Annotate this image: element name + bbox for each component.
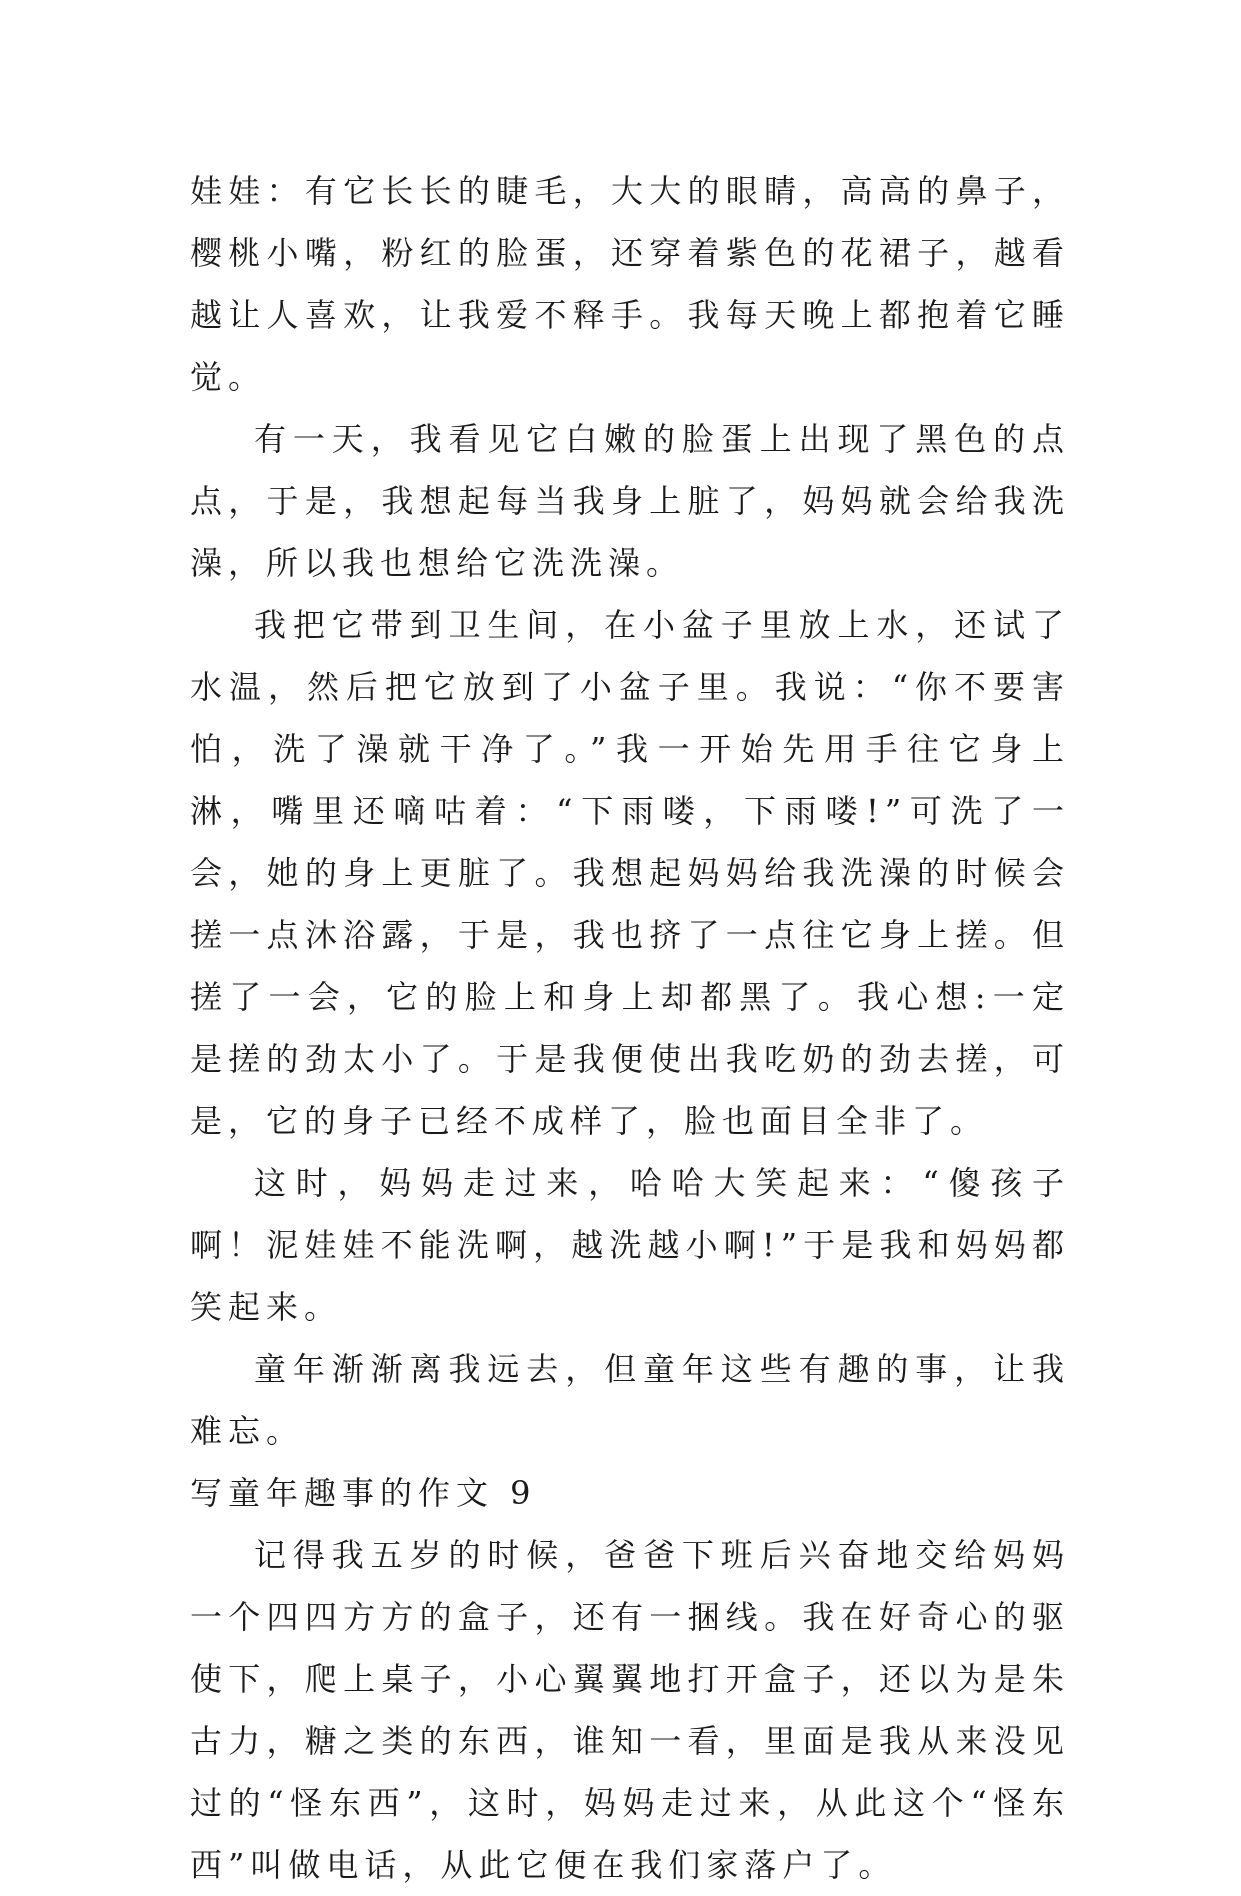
paragraph-dirty-face: 有一天，我看见它白嫩的脸蛋上出现了黑色的点点，于是，我想起每当我身上脏了，妈妈就会给我洗澡，所以我也想给它洗洗澡。: [190, 420, 1070, 582]
essay-body: [190, 160, 1070, 1896]
essay-heading: 写童年趣事的作文 9: [190, 1474, 537, 1512]
paragraph-doll-description: 娃娃：有它长长的睫毛，大大的眼睛，高高的鼻子，樱桃小嘴，粉红的脸蛋，还穿着紫色的花裙子，越看越让人喜欢，让我爱不释手。我每天晚上都抱着它睡觉。: [190, 172, 1070, 396]
paragraph-telephone: 记得我五岁的时候，爸爸下班后兴奋地交给妈妈一个四四方方的盒子，还有一捆线。我在好奇心的驱使下，爬上桌子，小心翼翼地打开盒子，还以为是朱古力，糖之类的东西，谁知一看，里面是我从来没见过的“怪东西”，这时，妈妈走过来，从此这个“怪东西”叫做电话，从此它便在我们家落户了。: [190, 1536, 1070, 1884]
paragraph-washing: 我把它带到卫生间，在小盆子里放上水，还试了水温，然后把它放到了小盆子里。我说：“你不要害怕，洗了澡就干净了。”我一开始先用手往它身上淋，嘴里还嘀咕着：“下雨喽，下雨喽!”可洗了一会，她的身上更脏了。我想起妈妈给我洗澡的时候会搓一点沐浴露，于是，我也挤了一点往它身上搓。但搓了一会，它的脸上和身上却都黑了。我心想:一定是搓的劲太小了。于是我便使出我吃奶的劲去搓，可是，它的身子已经不成样了，脸也面目全非了。: [190, 606, 1070, 1140]
paragraph-childhood-memory: 童年渐渐离我远去，但童年这些有趣的事，让我难忘。: [190, 1350, 1070, 1450]
paragraph-mom-laughs: 这时，妈妈走过来，哈哈大笑起来：“傻孩子啊！泥娃娃不能洗啊，越洗越小啊!”于是我和妈妈都笑起来。: [190, 1164, 1070, 1326]
